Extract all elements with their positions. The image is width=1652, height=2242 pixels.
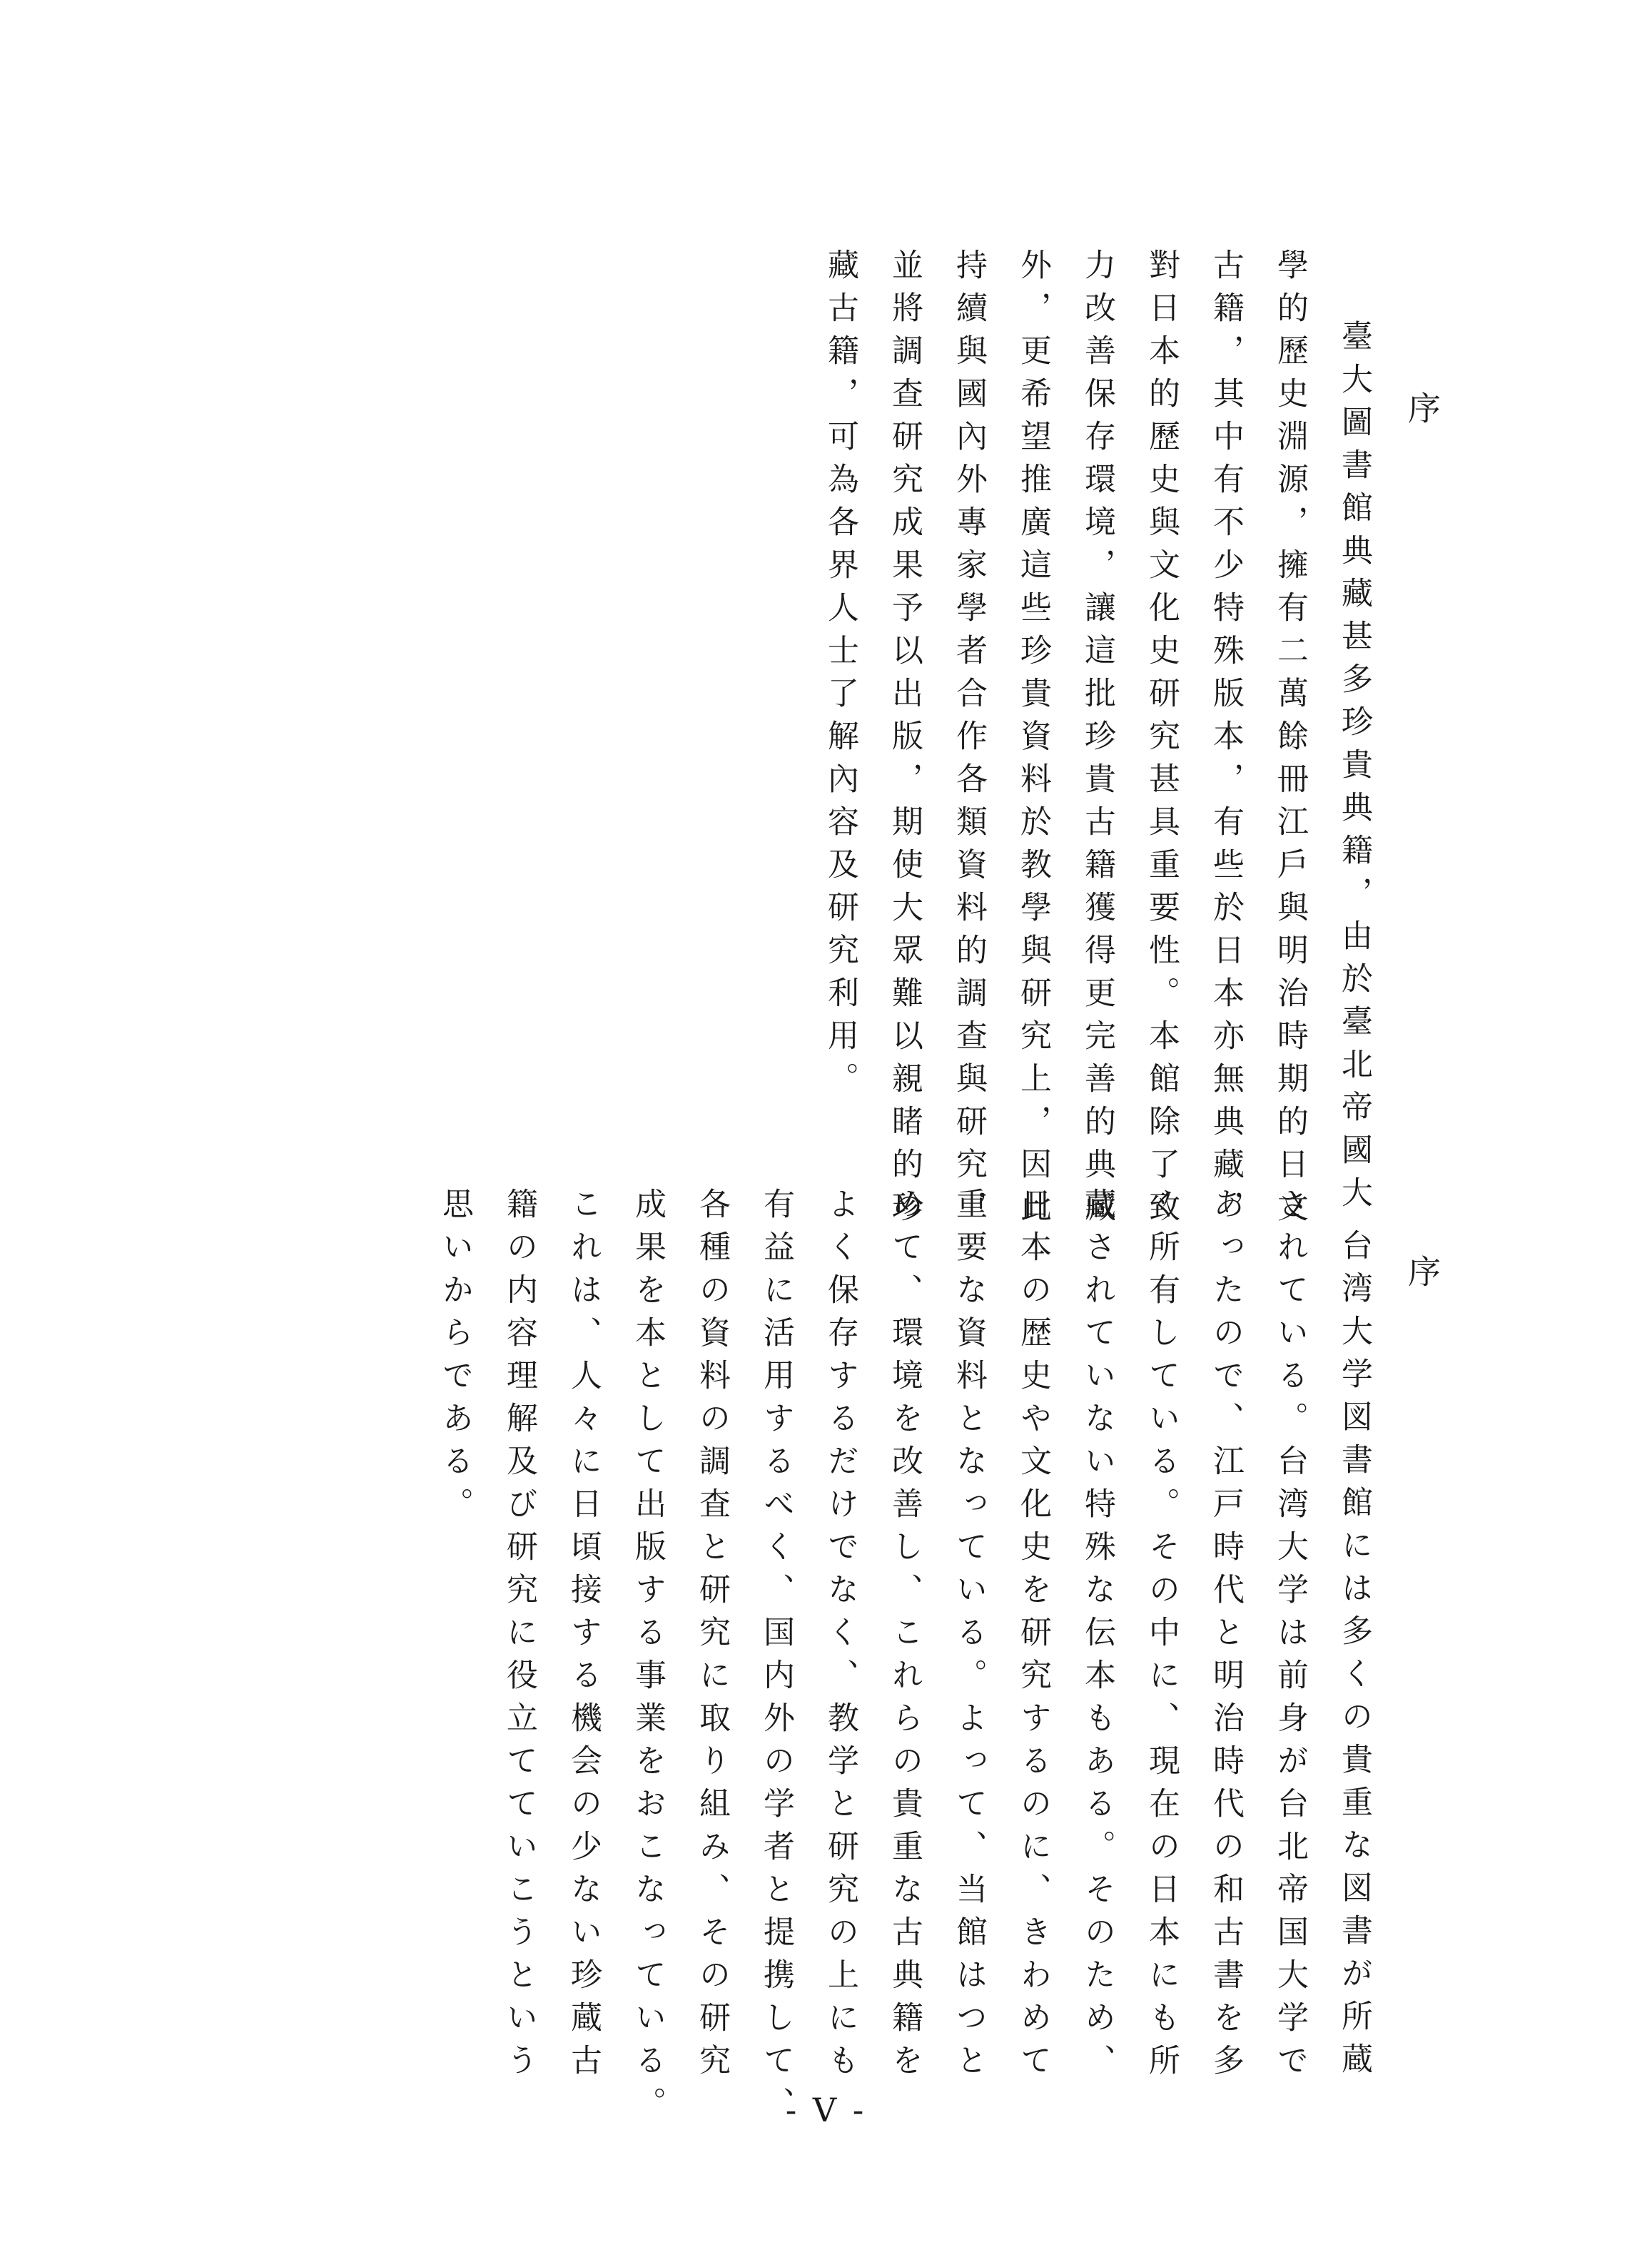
- japanese-preface-heading: 序: [1403, 1254, 1441, 1299]
- chinese-preface-heading: 序: [1403, 391, 1441, 435]
- japanese-text-line: これは、人々に日頃接する機会の少ない珍蔵古: [565, 1187, 602, 2086]
- japanese-text-line: 籍の内容理解及び研究に役立てていこうという: [501, 1187, 537, 2086]
- chinese-text-line: 學的歷史淵源，擁有二萬餘冊江戶與明治時期的日文: [1272, 248, 1308, 1233]
- japanese-text-line: 有益に活用するべく、国内外の学者と提携して、: [758, 1187, 794, 2129]
- japanese-text-line: 重要な資料となっている。よって、当館はつと: [951, 1187, 987, 2086]
- page-number: - V -: [785, 2091, 867, 2129]
- chinese-text-line: 力改善保存環境，讓這批珍貴古籍獲得更完善的典藏: [1079, 248, 1115, 1233]
- chinese-text-line: 古籍，其中有不少特殊版本，有些於日本亦無典藏，: [1207, 248, 1244, 1233]
- chinese-text-line: 臺大圖書館典藏甚多珍貴典籍，由於臺北帝國大: [1336, 320, 1372, 1219]
- japanese-text-line: よく保存するだけでなく、教学と研究の上にも: [822, 1187, 858, 2086]
- chinese-text-line: 持續與國內外專家學者合作各類資料的調查與研究，: [951, 248, 987, 1233]
- japanese-text-line: 成果を本として出版する事業をおこなっている。: [629, 1187, 666, 2129]
- japanese-text-line: されている。台湾大学は前身が台北帝国大学で: [1272, 1187, 1308, 2086]
- chinese-text-line: 外，更希望推廣這些珍貴資料於教學與研究上，因此: [1015, 248, 1051, 1233]
- chinese-text-line: 對日本的歷史與文化史研究甚具重要性。本館除了致: [1143, 248, 1180, 1233]
- chinese-text-line: 並將調查研究成果予以出版，期使大眾難以親睹的珍: [886, 248, 923, 1233]
- japanese-text-line: 思いからである。: [437, 1187, 473, 1530]
- japanese-text-line: あったので、江戸時代と明治時代の和古書を多: [1207, 1187, 1244, 2086]
- japanese-text-line: めて、環境を改善し、これらの貴重な古典籍を: [886, 1187, 923, 2086]
- japanese-text-line: 日本の歴史や文化史を研究するのに、きわめて: [1015, 1187, 1051, 2086]
- japanese-text-line: 台湾大学図書館には多くの貴重な図書が所蔵: [1336, 1229, 1372, 2085]
- japanese-text-line: く所有している。その中に、現在の日本にも所: [1143, 1187, 1180, 2086]
- japanese-text-line: 各種の資料の調査と研究に取り組み、その研究: [694, 1187, 730, 2086]
- chinese-text-line: 藏古籍，可為各界人士了解內容及研究利用。: [822, 248, 858, 1105]
- japanese-text-line: 蔵されていない特殊な伝本もある。そのため、: [1079, 1187, 1115, 2086]
